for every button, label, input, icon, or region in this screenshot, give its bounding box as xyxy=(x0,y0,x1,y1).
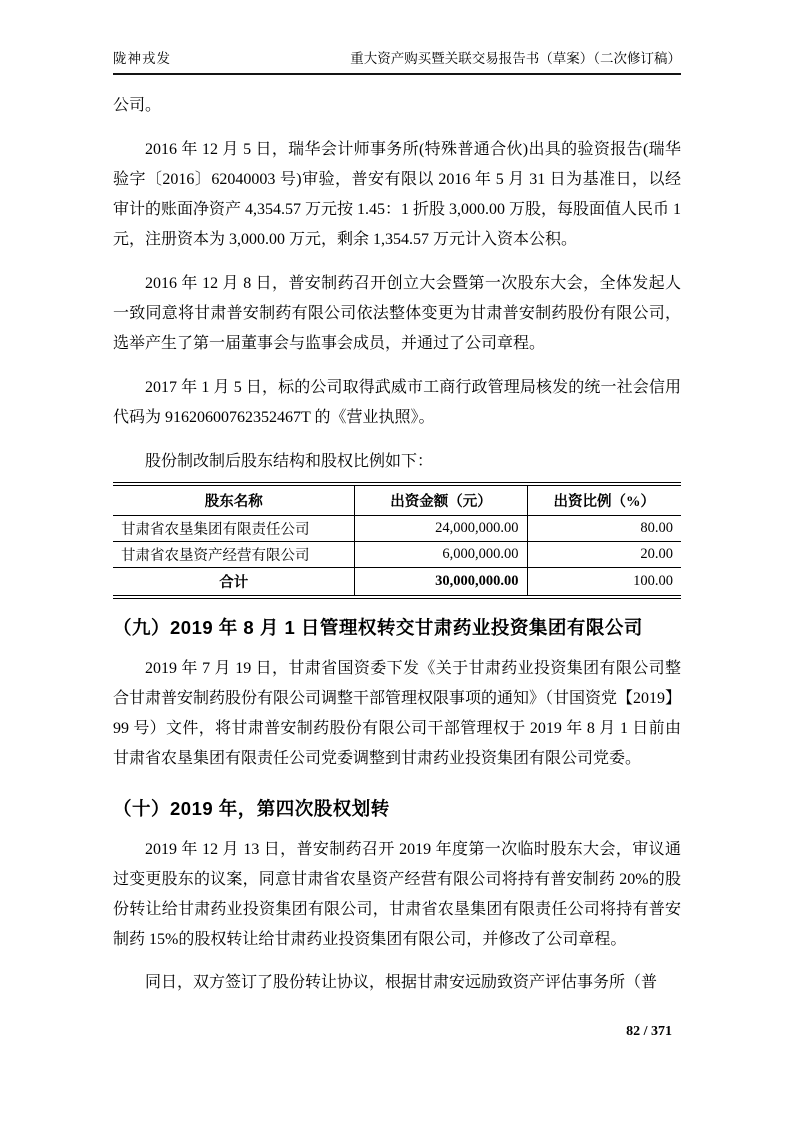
shareholder-structure-table xyxy=(113,482,681,599)
header-company-abbreviation: 陇神戎发 xyxy=(113,51,171,66)
col-header-contribution-ratio: 出资比例（%） xyxy=(527,484,681,516)
body-paragraph-business-license: 2017 年 1 月 5 日，标的公司取得武威市工商行政管理局核发的统一社会信用代码为 91620600762352467T 的《营业执照》。 xyxy=(113,379,681,426)
total-label-cell: 合计 xyxy=(219,575,249,591)
ratio-cell: 80.00 xyxy=(527,516,681,542)
document-header xyxy=(113,50,681,75)
body-paragraph-equity-transfer: 2019 年 12 月 13 日，普安制药召开 2019 年度第一次临时股东大会，审议通过变更股东的议案，同意甘肃省农垦资产经营有限公司将持有普安制药 20%的股份转让给甘肃药业投资集团有限公司，甘肃省农垦集团有限责任公司将持有普安制药 15%的股权转让给甘肃药业投资集团有限公司，并修改了公司章程。 xyxy=(113,841,681,948)
table-intro-paragraph: 股份制改制后股东结构和股权比例如下： xyxy=(145,453,434,470)
body-paragraph-founding-meeting: 2016 年 12 月 8 日，普安制药召开创立大会暨第一次股东大会，全体发起人一致同意将甘肃普安制药有限公司依法整体变更为甘肃普安制药股份有限公司，选举产生了第一届董事会与监事会成员，并通过了公司章程。 xyxy=(113,275,681,352)
table-header-row xyxy=(113,484,681,516)
body-paragraph-management-transfer: 2019 年 7 月 19 日，甘肃省国资委下发《关于甘肃药业投资集团有限公司整合甘肃普安制药股份有限公司调整干部管理权限事项的通知》（甘国资党【2019】99 号）文件，将甘肃普安制药股份有限公司干部管理权于 2019 年 8 月 1 日前由甘肃省农垦集团有限责任公司党委调整到甘肃药业投资集团有限公司党委。 xyxy=(113,660,682,767)
body-paragraph-continuation: 公司。 xyxy=(113,97,162,114)
total-ratio-cell: 100.00 xyxy=(527,568,681,598)
col-header-shareholder-name: 股东名称 xyxy=(113,484,355,516)
shareholder-name-cell: 甘肃省农垦集团有限责任公司 xyxy=(113,516,355,542)
body-paragraph-capital-verification: 2016 年 12 月 5 日，瑞华会计师事务所(特殊普通合伙)出具的验资报告(瑞华验字〔2016〕62040003 号)审验，普安有限以 2016 年 5 月 31 日为基准日，以经审计的账面净资产 4,354.57 万元按 1.45：1 折股 3,000.00 万股，每股面值人民币 1 元，注册资本为 3,000.00 万元，剩余 1,354.57 万元计入资本公积。 xyxy=(113,141,682,248)
amount-cell: 6,000,000.00 xyxy=(355,542,527,568)
table-total-row xyxy=(113,568,681,598)
document-body xyxy=(113,91,681,998)
body-paragraph-agreement: 同日，双方签订了股份转让协议，根据甘肃安远励致资产评估事务所（普 xyxy=(145,974,658,991)
section-heading-10: （十）2019 年，第四次股权划转 xyxy=(113,798,390,819)
table-row xyxy=(113,516,681,542)
ratio-cell: 20.00 xyxy=(527,542,681,568)
total-amount-cell: 30,000,000.00 xyxy=(355,568,527,598)
amount-cell: 24,000,000.00 xyxy=(355,516,527,542)
col-header-contribution-amount: 出资金额（元） xyxy=(355,484,527,516)
shareholder-name-cell: 甘肃省农垦资产经营有限公司 xyxy=(113,542,355,568)
table-row xyxy=(113,542,681,568)
page-number: 82 / 371 xyxy=(626,1024,672,1039)
section-heading-9: （九）2019 年 8 月 1 日管理权转交甘肃药业投资集团有限公司 xyxy=(113,617,643,638)
header-report-title: 重大资产购买暨关联交易报告书（草案）（二次修订稿） xyxy=(350,51,681,66)
